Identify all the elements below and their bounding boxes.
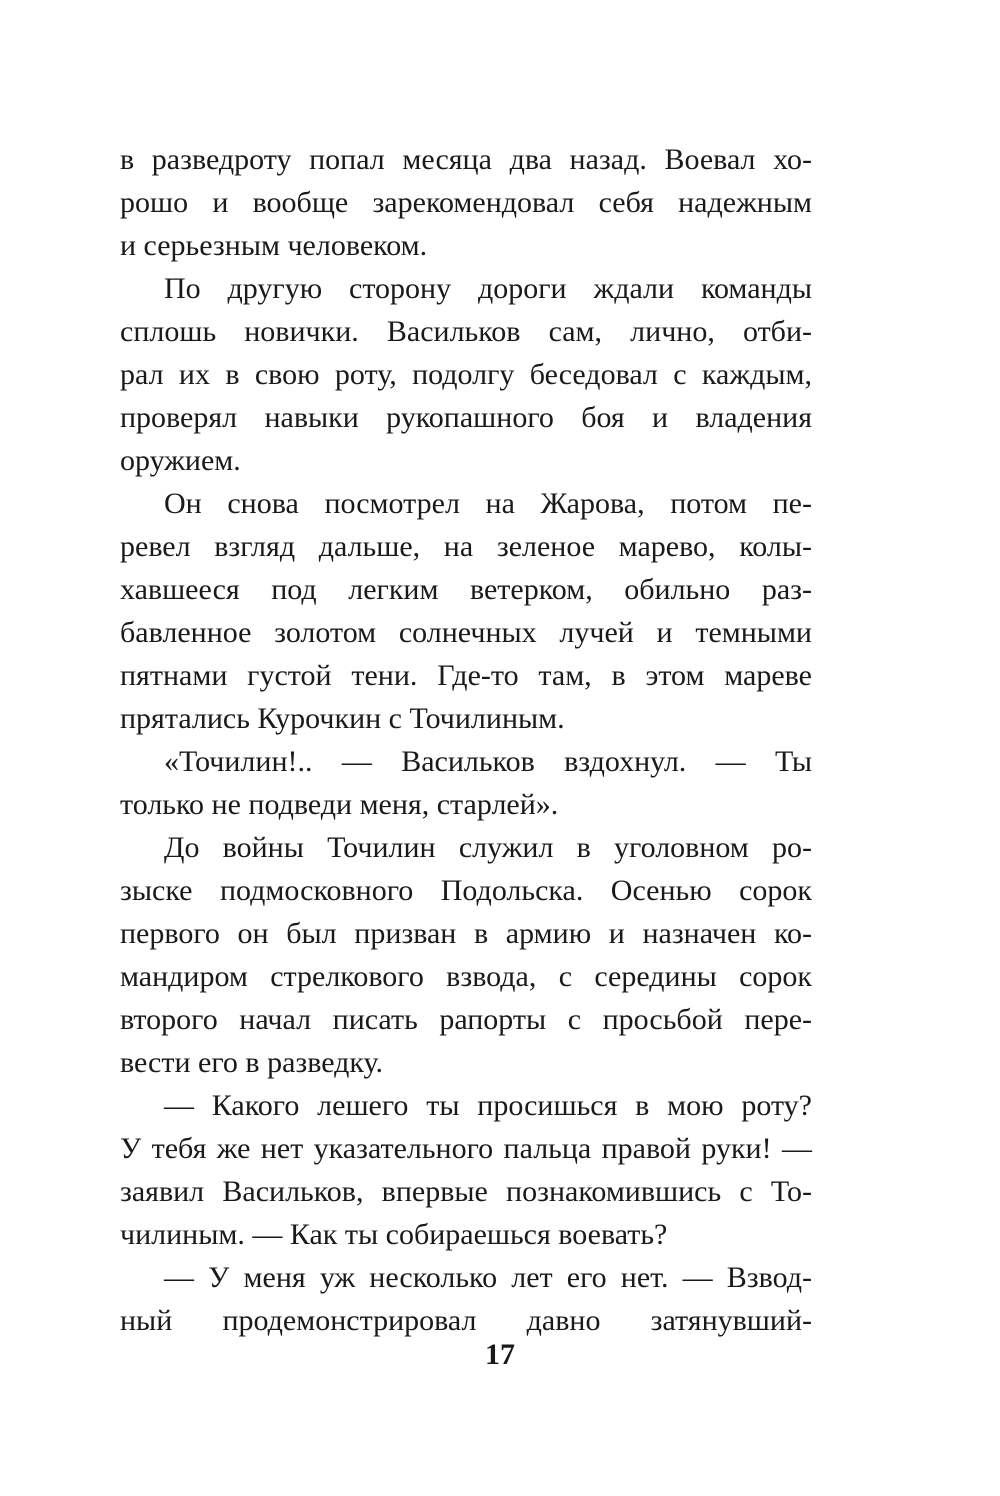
text-line: мандиром стрелкового взвода, с середины сорок bbox=[120, 960, 812, 993]
text-line: прятались Курочкин с Точилиным. bbox=[120, 702, 565, 735]
text-line: оружием. bbox=[120, 444, 241, 477]
text-line: рошо и вообще зарекомендовал себя надежным bbox=[120, 186, 812, 219]
text-line: зыске подмосковного Подольска. Осенью сорок bbox=[120, 874, 812, 907]
text-line: вести его в разведку. bbox=[120, 1046, 384, 1079]
text-line: «Точилин!.. — Васильков вздохнул. — Ты bbox=[164, 745, 812, 778]
text-line: Он снова посмотрел на Жарова, потом пе- bbox=[164, 487, 812, 520]
text-line: — У меня уж несколько лет его нет. — Взвод- bbox=[164, 1261, 812, 1294]
text-line: До войны Точилин служил в уголовном ро- bbox=[164, 831, 812, 864]
text-line: ревел взгляд дальше, на зеленое марево, колы- bbox=[120, 530, 812, 563]
text-line: проверял навыки рукопашного боя и владения bbox=[120, 401, 812, 434]
text-line: У тебя же нет указательного пальца правой руки! — bbox=[120, 1132, 812, 1165]
text-line: и серьезным человеком. bbox=[120, 229, 428, 262]
text-line: — Какого лешего ты просишься в мою роту? bbox=[164, 1089, 812, 1122]
text-line: пятнами густой тени. Где-то там, в этом мареве bbox=[120, 659, 812, 692]
text-line: хавшееся под легким ветерком, обильно раз- bbox=[120, 573, 812, 606]
text-line: рал их в свою роту, подолгу беседовал с каждым, bbox=[120, 358, 812, 391]
text-line: По другую сторону дороги ждали команды bbox=[164, 272, 812, 305]
text-line: ный продемонстрировал давно затянувший- bbox=[120, 1304, 812, 1337]
text-line: чилиным. — Как ты собираешься воевать? bbox=[120, 1218, 668, 1251]
text-line: второго начал писать рапорты с просьбой пере- bbox=[120, 1003, 812, 1036]
text-line: бавленное золотом солнечных лучей и темными bbox=[120, 616, 812, 649]
text-line: первого он был призван в армию и назначен ко- bbox=[120, 917, 812, 950]
text-line: в разведроту попал месяца два назад. Воевал хо- bbox=[120, 143, 812, 176]
page-number: 17 bbox=[485, 1338, 515, 1371]
text-line: заявил Васильков, впервые познакомившись с То- bbox=[120, 1175, 812, 1208]
body-text bbox=[120, 138, 812, 1342]
text-line: только не подведи меня, старлей». bbox=[120, 788, 559, 821]
text-line: сплошь новички. Васильков сам, лично, отби- bbox=[120, 315, 812, 348]
